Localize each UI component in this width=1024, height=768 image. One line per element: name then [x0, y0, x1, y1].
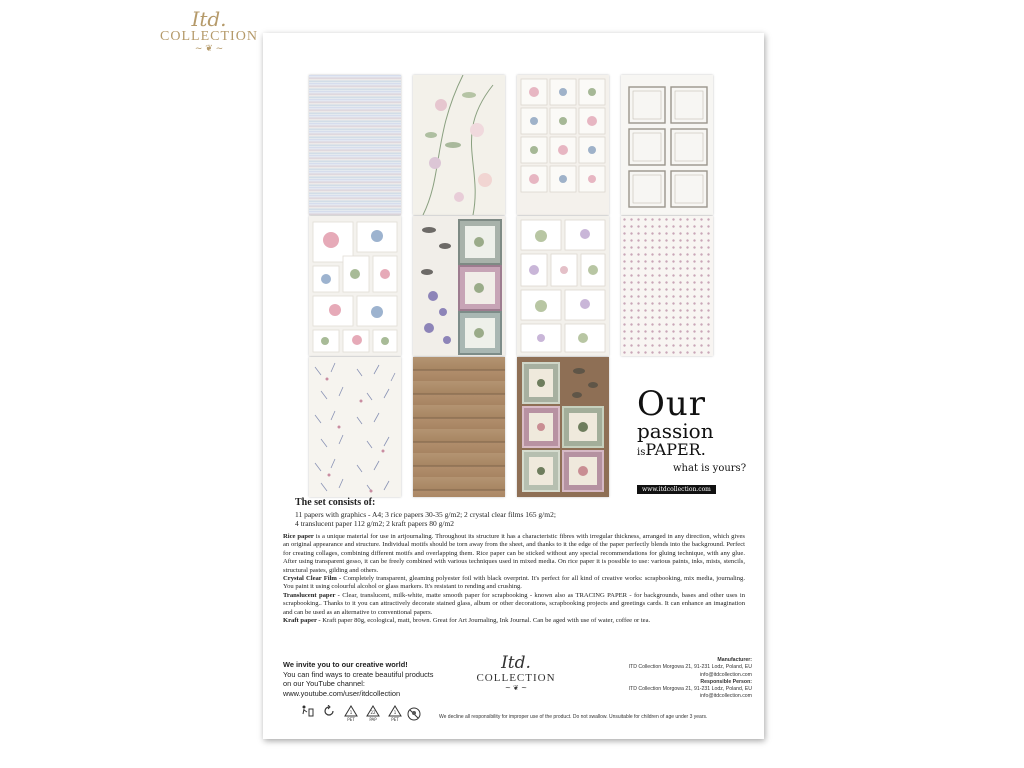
- invite-line-3: on our YouTube channel:: [283, 679, 365, 688]
- description-block: [283, 533, 745, 625]
- responsible-address: ITD Collection Morgowa 21, 91-231 Lodz, Poland, EU: [628, 686, 752, 693]
- recycle-pet-2-icon: [387, 705, 403, 725]
- recycle-label-3: PET: [391, 717, 399, 722]
- slogan-line-3-small: is: [637, 447, 646, 458]
- brand-logo: [148, 8, 270, 60]
- slogan-url[interactable]: www.itdcollection.com: [637, 485, 716, 494]
- thumbnail-birds-and-frames-paper[interactable]: [413, 216, 505, 356]
- footer-logo-word: COLLECTION: [476, 672, 556, 684]
- manufacturer-heading: Manufacturer:: [717, 657, 752, 663]
- thumbnail-floral-tiles-paper[interactable]: [517, 75, 609, 215]
- product-sheet: [263, 33, 764, 739]
- invite-block: [283, 660, 458, 698]
- set-line-2: 4 translucent paper 112 g/m2; 2 kraft papers 80 g/m2: [295, 519, 455, 528]
- crystal-film-text: Completely transparent, gleaming polyester foil with black overprint. It's perfect for all kind of creative works: scrapbooking, mix media, journaling. You paint it using colourful alcohol or glass markers. It's resistant to rending and crushing.: [283, 575, 745, 591]
- set-line-1: 11 papers with graphics - A4; 3 rice papers 30-35 g/m2; 2 crystal clear films 165 g/m2;: [295, 510, 556, 519]
- svg-text:1: 1: [349, 710, 353, 715]
- crystal-film-label: Crystal Clear Film -: [283, 575, 342, 583]
- recycle-label-2: PAP: [369, 717, 377, 722]
- invite-line-2: You can find ways to create beautiful products: [283, 669, 434, 679]
- kraft-paper-paragraph: [283, 617, 745, 625]
- kraft-paper-text: Kraft paper 80g, ecological, matt, brown. Great for Art Journaling, Ink Journal. Can be aged with use of water, coffee or tea.: [320, 617, 651, 625]
- kraft-paper-label: Kraft paper -: [283, 617, 321, 625]
- youtube-link[interactable]: www.youtube.com/user/itdcollection: [283, 688, 401, 698]
- manufacturer-address: ITD Collection Morgowa 21, 91-231 Lodz, Poland, EU: [628, 664, 752, 671]
- brand-logo-script: Itd.: [191, 7, 227, 31]
- thumbnail-sprig-pattern-paper[interactable]: [309, 357, 401, 497]
- brand-logo-word: COLLECTION: [160, 29, 258, 44]
- slogan-block: [637, 384, 747, 495]
- svg-text:1: 1: [393, 710, 397, 715]
- thumbnail-framed-flowers-kraft-paper[interactable]: [517, 357, 609, 497]
- rice-paper-text: is a unique material for use in artjournaling. Throughout its structure it has a characteristic fibres with irregular thickness, arranged in any direction, which gives an original appearance and structure. Individual motifs should be torn away from the sheet, and thanks to it the edge of the paper perfectly blends into the background. Perfect for creating collages, combining different motifs and overlapping them. Rice paper can be sticked without any special recommendations for gluing technique, with any glue. After using transparent gesso, it can be freely combined with various techniques used in mixed media. On rice paper it is possible to use: various paints, inks, mists, stencils, structural pastes, gilding and others.: [283, 533, 745, 574]
- responsible-heading: Responsible Person:: [700, 678, 752, 685]
- recycle-pap-icon: [365, 705, 381, 725]
- manufacturer-email[interactable]: info@itdcollection.com: [700, 671, 752, 678]
- footer-logo-ornament: ~ ❦ ~: [504, 684, 528, 692]
- no-swallow-icon: [407, 706, 421, 725]
- thumbnail-watercolor-flowers-tiles-paper[interactable]: [309, 216, 401, 356]
- footer-logo: [476, 655, 556, 692]
- recycle-arrow-icon: [321, 705, 337, 725]
- thumbnail-dotted-pattern-paper[interactable]: [621, 216, 713, 356]
- slogan-line-2: passion: [637, 419, 714, 443]
- svg-text:22: 22: [370, 710, 376, 715]
- responsible-email[interactable]: info@itdcollection.com: [700, 693, 752, 700]
- set-title: The set consists of:: [295, 497, 376, 508]
- tidyman-icon: [299, 705, 315, 725]
- thumbnail-floral-branches-paper[interactable]: [413, 75, 505, 215]
- invite-line-1: We invite you to our creative world!: [283, 660, 408, 669]
- slogan-line-1: Our: [637, 384, 707, 424]
- translucent-paper-label: Translucent paper -: [283, 591, 340, 599]
- thumbnail-wildflower-tiles-paper[interactable]: [517, 216, 609, 356]
- recycle-pet-icon: [343, 705, 359, 725]
- brand-logo-ornament: ~ ❦ ~: [194, 44, 224, 54]
- slogan-line-4: what is yours?: [673, 463, 747, 474]
- footer-logo-script: Itd.: [501, 653, 531, 673]
- thumbnail-striped-rice-paper[interactable]: [309, 75, 401, 215]
- disclaimer: We decline all responsibility for improper use of the product. Do not swallow. Unsuitable for children of age under 3 years.: [439, 714, 708, 720]
- rice-paper-paragraph: [283, 533, 745, 575]
- recycling-symbols: [299, 705, 403, 725]
- slogan-line-3-main: PAPER.: [645, 440, 706, 459]
- crystal-film-paragraph: [283, 575, 745, 592]
- thumbnail-ornamental-frames-paper[interactable]: [621, 75, 713, 215]
- slogan-line-3: [637, 441, 747, 462]
- rice-paper-label: Rice paper: [283, 533, 314, 540]
- thumbnail-wood-planks-kraft-paper[interactable]: [413, 357, 505, 497]
- recycle-label-1: PET: [347, 717, 355, 722]
- translucent-paper-text: Clear, translucent, milk-white, matte smooth paper for scrapbooking - known also as TRACING PAPER - for backgrounds, bases and other uses in scrapbooking.. Thanks to it you can attractively decorate stained glass, album or other decorations, scrapbooking projects and greetings cards. It can enhance an imagination and can be used as an alternative to conventional papers.: [283, 591, 745, 616]
- translucent-paper-paragraph: [283, 592, 745, 617]
- manufacturer-block: [552, 657, 752, 701]
